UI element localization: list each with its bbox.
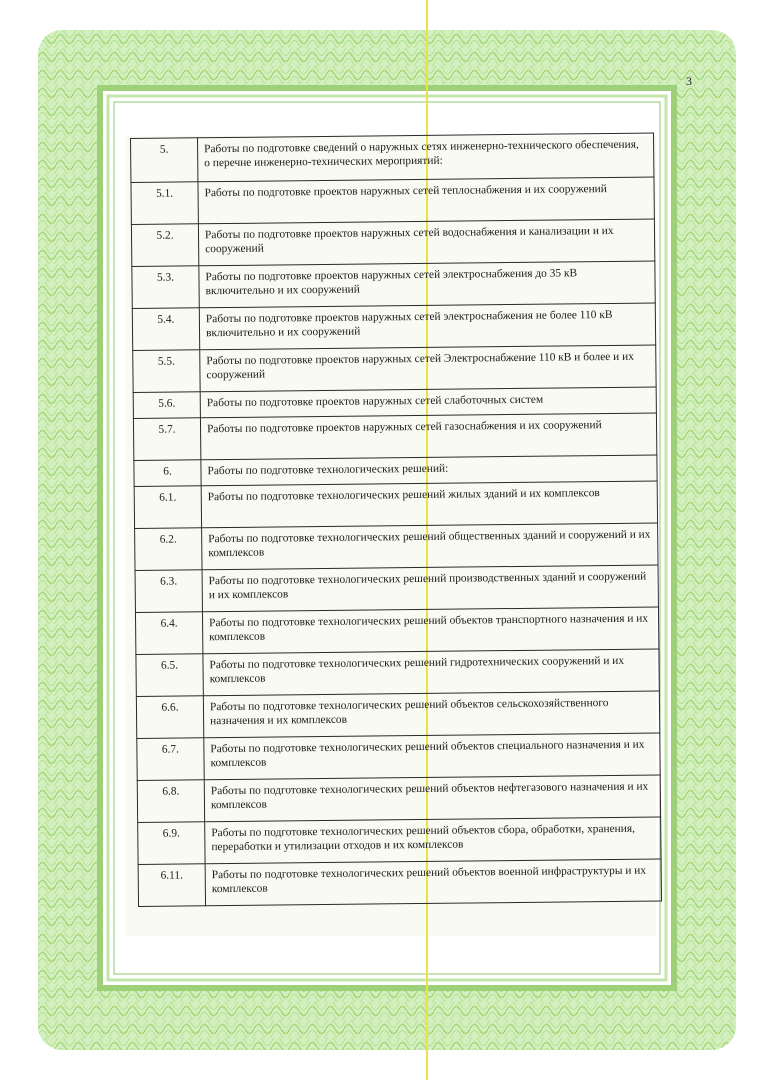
item-number: 6.4. bbox=[135, 612, 202, 655]
table-row bbox=[131, 177, 654, 224]
item-description: Работы по подготовке технологических решений жилых зданий и их комплексов bbox=[201, 481, 657, 528]
item-description: Работы по подготовке технологических решений объектов сельскохозяйственного назначения и их комплексов bbox=[203, 691, 659, 738]
item-description: Работы по подготовке проектов наружных сетей газоснабжения и их сооружений bbox=[200, 413, 656, 460]
item-number: 6.3. bbox=[135, 570, 202, 613]
table-row bbox=[133, 413, 656, 460]
item-number: 6. bbox=[134, 460, 201, 487]
item-number: 5.3. bbox=[132, 266, 199, 309]
item-number: 5.7. bbox=[133, 418, 200, 461]
item-description: Работы по подготовке технологических решений объектов сбора, обработки, хранения, переработки и утилизации отходов и их комплексов bbox=[205, 817, 661, 864]
item-description: Работы по подготовке проектов наружных сетей электроснабжения до 35 кВ включительно и их сооружений bbox=[199, 261, 655, 308]
item-description: Работы по подготовке сведений о наружных сетях инженерно-технического обеспечения, о перечне инженерно-технических мероприятий: bbox=[198, 133, 654, 182]
table-row bbox=[137, 775, 660, 822]
item-description: Работы по подготовке технологических решений общественных зданий и сооружений и их комплексов bbox=[202, 523, 658, 570]
item-number: 6.11. bbox=[138, 864, 205, 907]
table-row bbox=[131, 133, 654, 182]
item-number: 5.6. bbox=[133, 392, 200, 419]
item-number: 5.2. bbox=[131, 224, 198, 267]
item-number: 6.7. bbox=[137, 738, 204, 781]
page-number: 3 bbox=[686, 74, 692, 88]
table-row bbox=[135, 607, 658, 654]
table-row bbox=[132, 261, 655, 308]
item-description: Работы по подготовке технологических решений: bbox=[201, 455, 657, 486]
table-row bbox=[138, 859, 661, 906]
item-number: 6.8. bbox=[137, 780, 204, 823]
item-description: Работы по подготовке технологических решений объектов специального назначения и их комплексов bbox=[204, 733, 660, 780]
item-description: Работы по подготовке проектов наружных сетей водоснабжения и канализации и их сооружений bbox=[198, 219, 654, 266]
item-description: Работы по подготовке технологических решений объектов транспортного назначения и их комплексов bbox=[202, 607, 658, 654]
item-description: Работы по подготовке проектов наружных сетей теплоснабжения и их сооружений bbox=[198, 177, 654, 224]
table-row bbox=[132, 303, 655, 350]
table-row bbox=[133, 345, 656, 392]
item-description: Работы по подготовке технологических решений производственных зданий и сооружений и их комплексов bbox=[202, 565, 658, 612]
item-number: 5.4. bbox=[132, 308, 199, 351]
item-description: Работы по подготовке технологических решений объектов нефтегазового назначения и их комплексов bbox=[204, 775, 660, 822]
item-number: 5.1. bbox=[131, 182, 198, 225]
table-row bbox=[136, 649, 659, 696]
item-number: 6.6. bbox=[136, 696, 203, 739]
item-number: 6.9. bbox=[138, 822, 205, 865]
item-number: 6.5. bbox=[136, 654, 203, 697]
item-number: 5.5. bbox=[133, 350, 200, 393]
item-description: Работы по подготовке технологических решений объектов военной инфраструктуры и их комплексов bbox=[205, 859, 661, 906]
table-row bbox=[136, 691, 659, 738]
table-row bbox=[131, 219, 654, 266]
table-row bbox=[135, 565, 658, 612]
table-row bbox=[137, 733, 660, 780]
item-number: 6.1. bbox=[134, 486, 201, 529]
table-row bbox=[138, 817, 661, 864]
table-row bbox=[134, 481, 657, 528]
item-description: Работы по подготовке технологических решений гидротехнических сооружений и их комплексов bbox=[203, 649, 659, 696]
item-number: 6.2. bbox=[135, 528, 202, 571]
table-row bbox=[135, 523, 658, 570]
item-description: Работы по подготовке проектов наружных сетей электроснабжения не более 110 кВ включительно и их сооружений bbox=[199, 303, 655, 350]
item-number: 5. bbox=[131, 138, 198, 183]
works-table bbox=[130, 133, 662, 907]
item-description: Работы по подготовке проектов наружных сетей Электроснабжение 110 кВ и более и их сооружений bbox=[200, 345, 656, 392]
item-description: Работы по подготовке проектов наружных сетей слаботочных систем bbox=[200, 387, 656, 418]
